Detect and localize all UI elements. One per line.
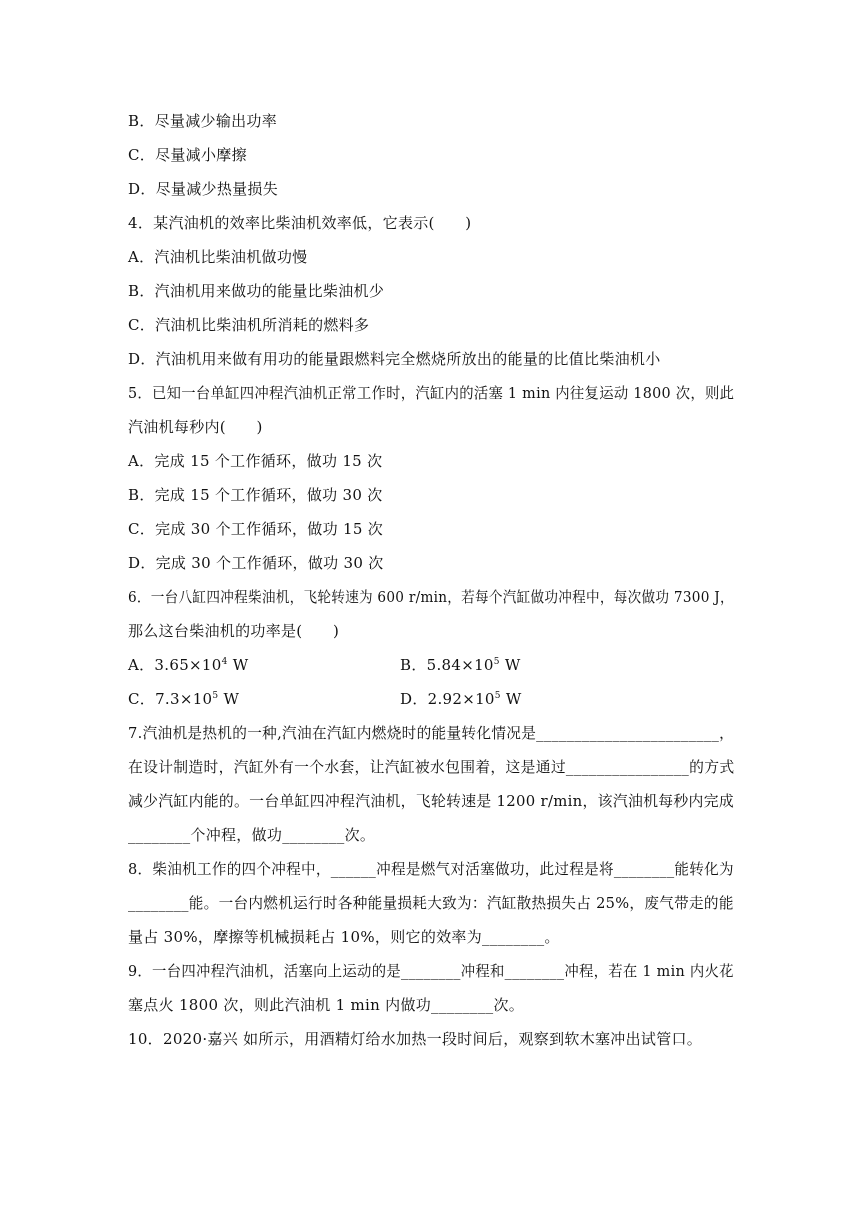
option-5a: A．完成 15 个工作循环，做功 15 次 — [128, 452, 383, 470]
question-7-line-1: 7.汽油机是热机的一种,汽油在汽缸内燃烧时的能量转化情况是________________________， — [128, 724, 735, 742]
question-6-stem-line-1: 6．一台八缸四冲程柴油机，飞轮转速为 600 r/min，若每个汽缸做功冲程中，每次做功 7300 J， — [128, 588, 734, 606]
question-5-stem-line-1: 5．已知一台单缸四冲程汽油机正常工作时，汽缸内的活塞 1 min 内往复运动 1800 次，则此 — [128, 384, 735, 402]
option-6d: D．$2.92\times 10^5$ W — [400, 690, 522, 708]
question-8-line-3: 量占 30%，摩擦等机械损耗占 10%，则它的效率为________。 — [128, 928, 560, 946]
option-5b: B．完成 15 个工作循环，做功 30 次 — [128, 486, 383, 504]
question-4-stem: 4．某汽油机的效率比柴油机效率低，它表示( ) — [128, 214, 472, 232]
question-10-stem: 10．2020·嘉兴 如所示，用酒精灯给水加热一段时间后，观察到软木塞冲出试管口。 — [128, 1030, 703, 1048]
question-5-stem-line-2: 汽油机每秒内( ) — [128, 418, 263, 436]
option-4c: C．汽油机比柴油机所消耗的燃料多 — [128, 316, 370, 334]
option-6c: C．$7.3\times 10^5$ W — [128, 690, 240, 708]
question-9-line-1: 9．一台四冲程汽油机，活塞向上运动的是________冲程和________冲程，若在 1 min 内火花 — [128, 962, 734, 980]
option-4a: A．汽油机比柴油机做功慢 — [128, 248, 308, 266]
question-7-line-3: 减少汽缸内能的。一台单缸四冲程汽油机，飞轮转速是 1200 r/min，该汽油机每秒内完成 — [128, 792, 735, 810]
option-4d: D．汽油机用来做有用功的能量跟燃料完全燃烧所放出的能量的比值比柴油机小 — [128, 350, 661, 368]
question-7-line-2: 在设计制造时，汽缸外有一个水套，让汽缸被水包围着，这是通过________________的方式 — [128, 758, 735, 776]
option-6b: B．$5.84\times 10^5$ W — [400, 656, 521, 674]
question-8-line-1: 8．柴油机工作的四个冲程中，______冲程是燃气对活塞做功，此过程是将________能转化为 — [128, 860, 734, 878]
option-5d: D．完成 30 个工作循环，做功 30 次 — [128, 554, 384, 572]
question-7-line-4: ________个冲程，做功________次。 — [128, 826, 376, 844]
option-3b: B．尽量减少输出功率 — [128, 112, 278, 130]
option-6a: A．$3.65\times 10^4$ W — [128, 656, 249, 674]
option-5c: C．完成 30 个工作循环，做功 15 次 — [128, 520, 384, 538]
question-9-line-2: 塞点火 1800 次，则此汽油机 1 min 内做功________次。 — [128, 996, 525, 1014]
option-3d: D．尽量减少热量损失 — [128, 180, 279, 198]
option-4b: B．汽油机用来做功的能量比柴油机少 — [128, 282, 385, 300]
option-3c: C．尽量减小摩擦 — [128, 146, 247, 164]
question-8-line-2: ________能。一台内燃机运行时各种能量损耗大致为：汽缸散热损失占 25%，废气带走的能 — [128, 894, 734, 912]
question-6-stem-line-2: 那么这台柴油机的功率是( ) — [128, 622, 340, 640]
